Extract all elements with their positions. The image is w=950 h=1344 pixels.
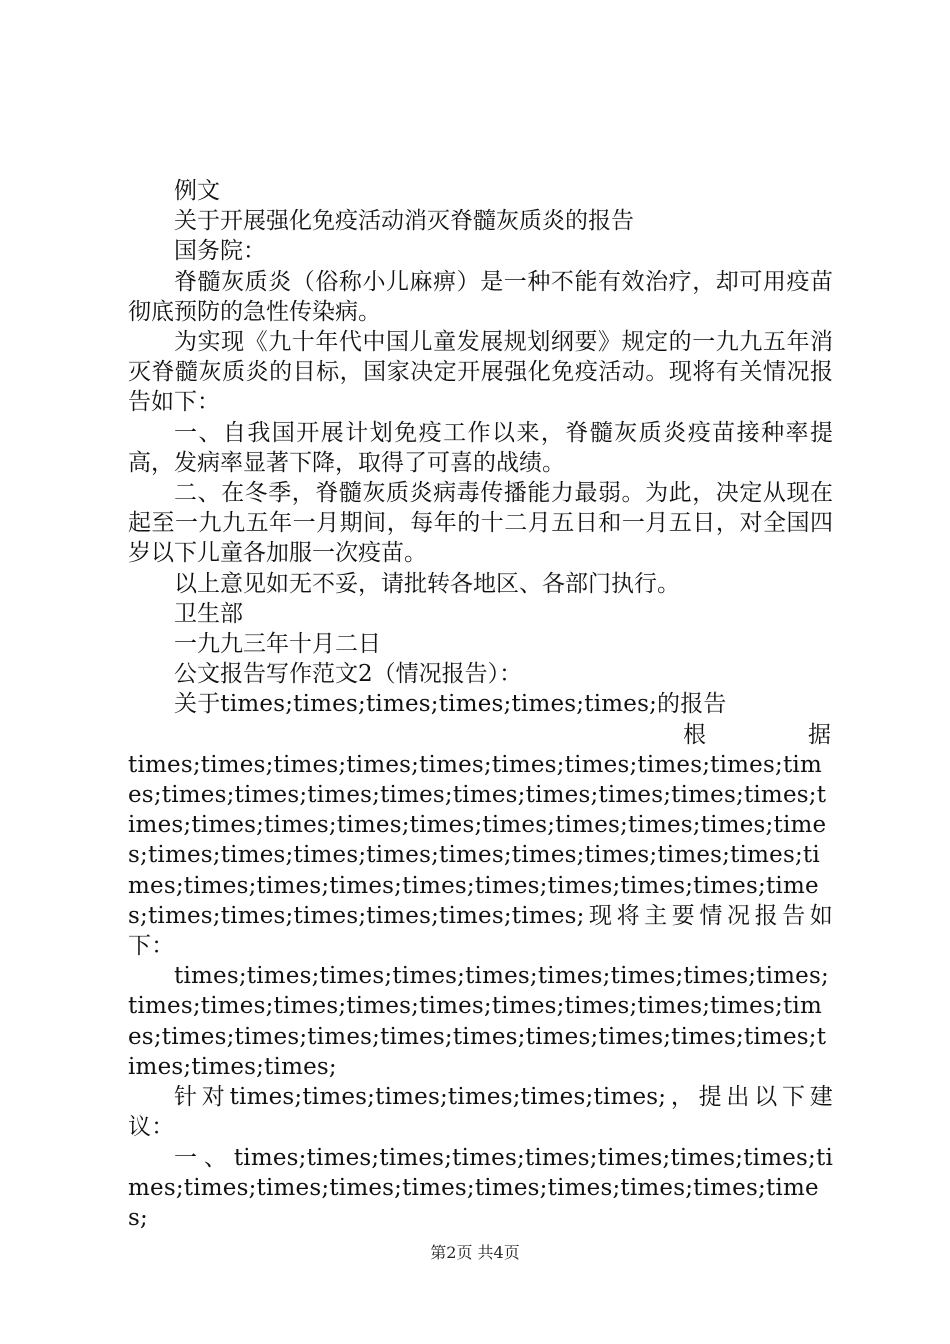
section-heading-example-2: 公文报告写作范文2（情况报告）：: [174, 661, 523, 688]
paragraph-goal: 为实现《九十年代中国儿童发展规划纲要》规定的一九九五年消灭脊髓灰质炎的目标，国家决定开展强化免疫活动。现将有关情况报告如下：: [128, 329, 833, 416]
example-label: 例文: [174, 178, 220, 204]
paragraph-point-two: 二、在冬季，脊髓灰质炎病毒传播能力最弱。为此，决定从现在起至一九九五年一月期间，每年的十二月五日和一月五日，对全国四岁以下儿童各加服一次疫苗。: [128, 480, 833, 567]
paragraph-suggestions-intro: 针对times;times;times;times;times;times;，提出以下建议：: [128, 1084, 833, 1141]
paragraph-suggestion-one: 一、times;times;times;times;times;times;times;times;times;times;times;times;times;times;times;times;times;times;: [128, 1144, 833, 1231]
basis-label-text: 根 据: [683, 721, 833, 748]
signing-department: 卫生部: [174, 600, 243, 627]
basis-label: [128, 720, 833, 750]
page-footer: 第2页 共4页: [430, 1243, 520, 1262]
paragraph-main-situation: times;times;times;times;times;times;times;times;times;times;times;times;times;times;times;times;times;times;times;times;times;times;times;times;times;times;times;times;times;times;times;: [128, 963, 829, 1080]
paragraph-point-one: 一、自我国开展计划免疫工作以来，脊髓灰质炎疫苗接种率提高，发病率显著下降，取得了可喜的战绩。: [128, 419, 833, 476]
paragraph-intro: 脊髓灰质炎（俗称小儿麻痹）是一种不能有效治疗，却可用疫苗彻底预防的急性传染病。: [128, 268, 833, 325]
paragraph-request: 以上意见如无不妥，请批转各地区、各部门执行。: [174, 570, 680, 597]
document-body: [128, 176, 833, 1233]
report-title-2: 关于times;times;times;times;times;times;的报告: [174, 691, 727, 718]
report-title: 关于开展强化免疫活动消灭脊髓灰质炎的报告: [174, 208, 634, 235]
paragraph-basis: times;times;times;times;times;times;times;times;times;times;times;times;times;times;times;times;times;times;times;times;times;times;times;times;times;times;times;times;times;times;times;times;times;times;times;times;times;times;times;times;times;times;times;times;times;times;times;times;times;times;times;times;times;times;现将主要情况报告如下：: [128, 751, 833, 960]
signing-date: 一九九三年十月二日: [174, 631, 381, 658]
recipient-line: 国务院：: [174, 238, 266, 265]
